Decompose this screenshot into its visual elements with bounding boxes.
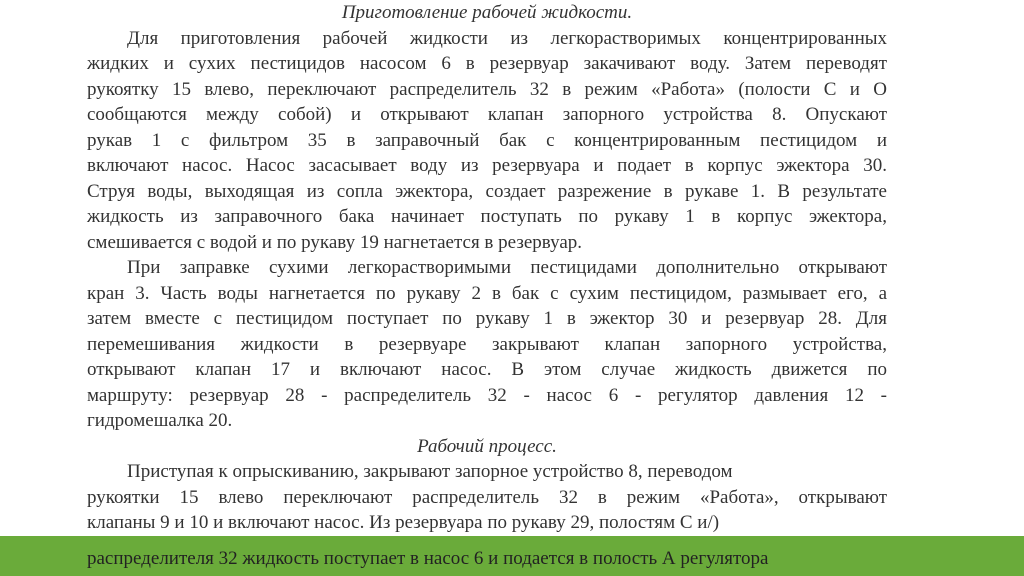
text-line: гидромешалка 20. <box>87 410 233 431</box>
text-line: смешивается с водой и по рукаву 19 нагнетается в резервуар. <box>87 231 583 253</box>
text-line: Приступая к опрыскиванию, закрывают запорное устройство 8, переводом <box>127 461 733 482</box>
text-line: рукоятки 15 влево переключают распределитель 32 в режим «Работа», открывают <box>87 486 887 508</box>
text-line-over-bar: распределителя 32 жидкость поступает в насос 6 и подается в полость А регулятора <box>87 548 769 569</box>
paragraph-dry-pesticides <box>87 255 887 434</box>
text-line: Для приготовления рабочей жидкости из легкорастворимых концентрированных <box>127 27 887 49</box>
text-line: затем вместе с пестицидом поступает по рукаву 1 в эжектор 30 и резервуар 28. Для <box>87 308 887 329</box>
paragraph-working-process <box>87 459 887 536</box>
text-line: При заправке сухими легкорастворимыми пестицидами дополнительно открывают <box>127 257 887 278</box>
text-line: кран 3. Часть воды нагнетается по рукаву 2 в бак с сухим пестицидом, размывает его, а <box>87 282 887 304</box>
text-line: включают насос. Насос засасывает воду из резервуара и подает в корпус эжектора 30. <box>87 155 887 176</box>
text-line: жидкость из заправочного бака начинает поступать по рукаву 1 в корпус эжектора, <box>87 206 887 227</box>
heading-working-process: Рабочий процесс. <box>417 435 557 457</box>
document-text <box>87 0 887 536</box>
text-line: сообщаются между собой) и открывают клапан запорного устройства 8. Опускают <box>87 104 887 125</box>
text-line: Струя воды, выходящая из сопла эжектора, создает разрежение в рукаве 1. В результате <box>87 180 887 202</box>
text-line: рукоятку 15 влево, переключают распределитель 32 в режим «Работа» (полости С и О <box>87 78 887 100</box>
text-line: перемешивания жидкости в резервуаре закрывают клапан запорного устройства, <box>87 333 887 355</box>
paragraph-preparation <box>87 26 887 256</box>
heading-preparation: Приготовление рабочей жидкости. <box>341 2 633 23</box>
text-line: жидких и сухих пестицидов насосом 6 в резервуар закачивают воду. Затем переводят <box>87 53 887 74</box>
text-line: маршруту: резервуар 28 - распределитель 32 - насос 6 - регулятор давления 12 - <box>87 384 887 406</box>
text-line: рукав 1 с фильтром 35 в заправочный бак с концентрированным пестицидом и <box>87 129 887 151</box>
text-line: клапаны 9 и 10 и включают насос. Из резервуара по рукаву 29, полостям С и/) <box>87 512 720 533</box>
text-line: открывают клапан 17 и включают насос. В этом случае жидкость движется по <box>87 359 887 380</box>
